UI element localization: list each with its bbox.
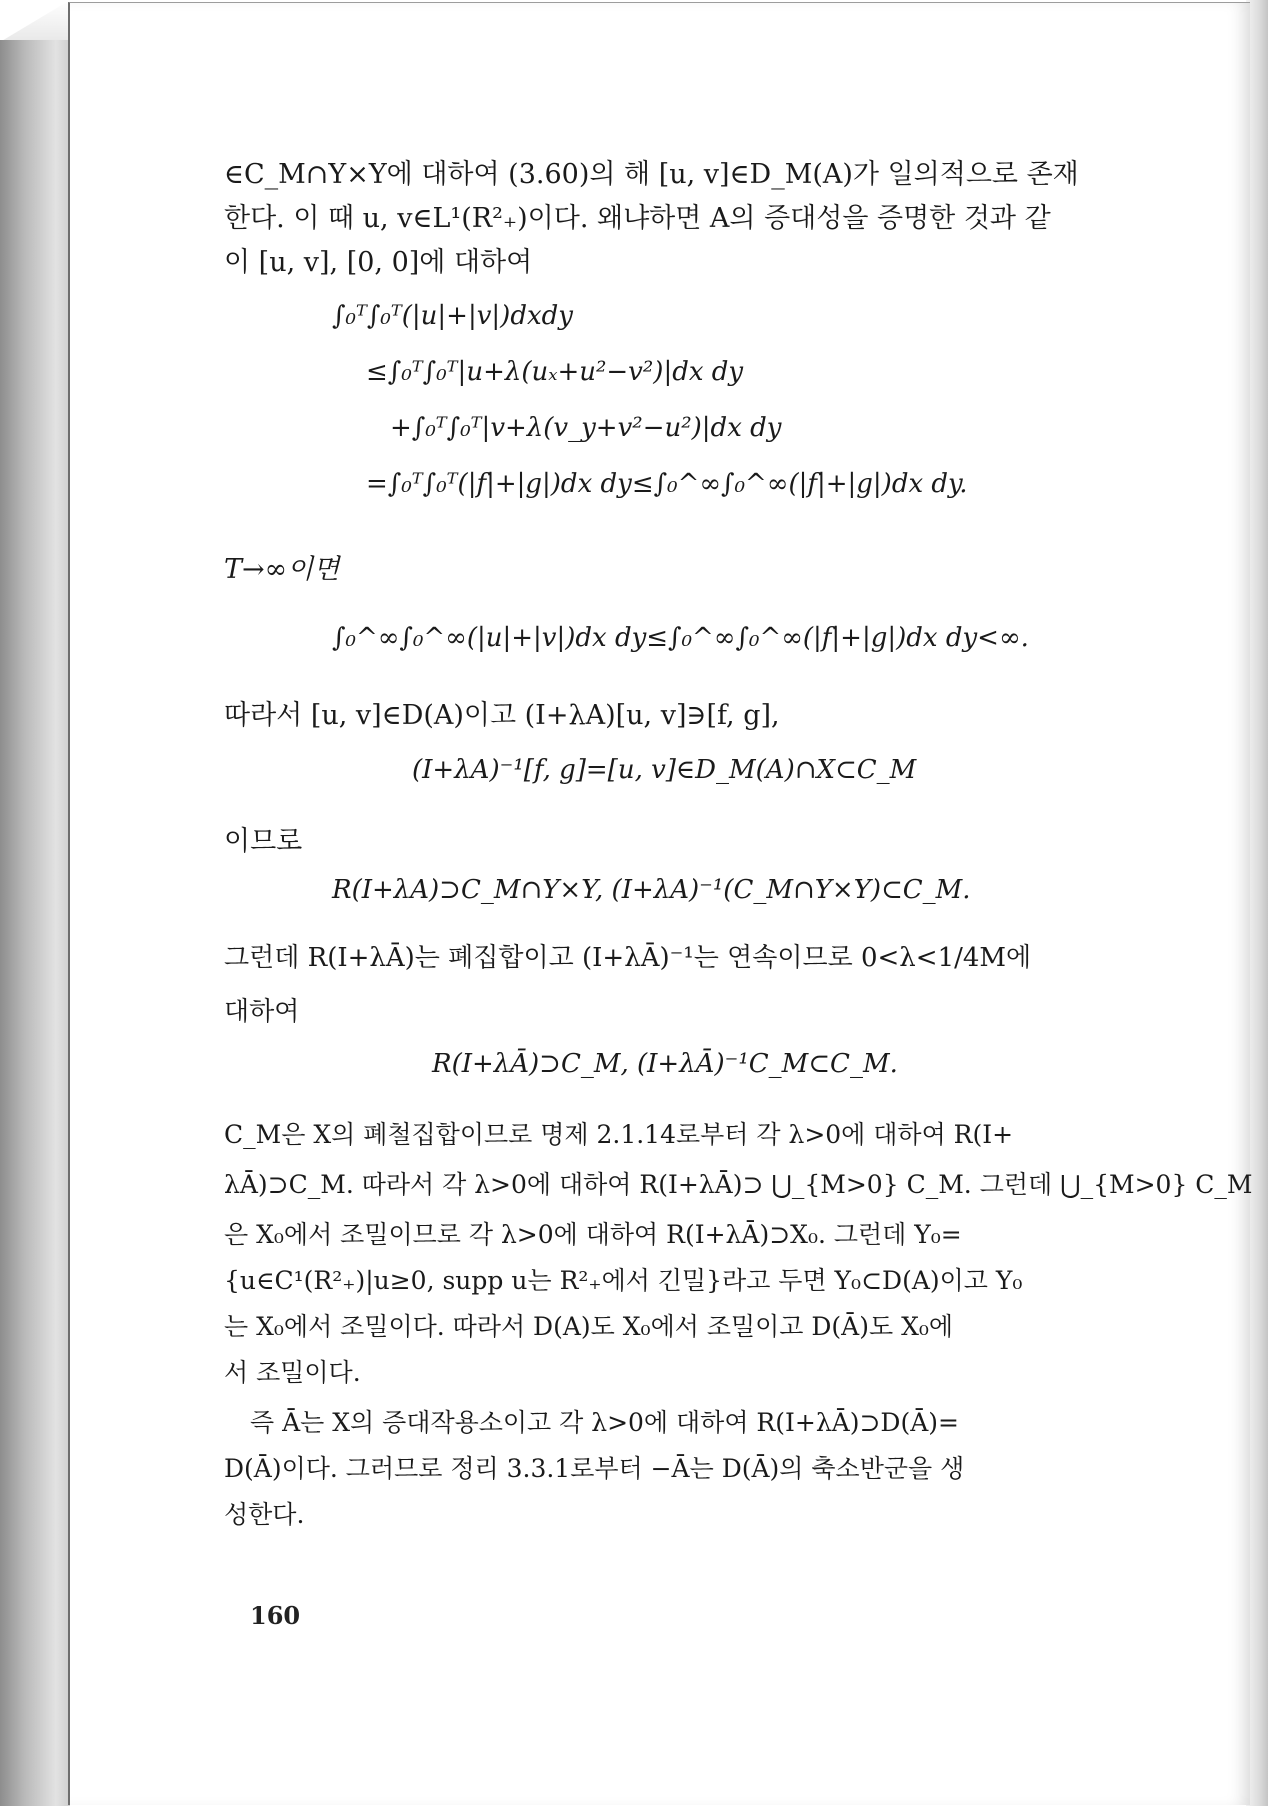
page-number: 160: [250, 1601, 301, 1630]
paragraph-3-line-6: 서 조밀이다.: [224, 1358, 361, 1387]
text-line-3: 이 [u, v], [0, 0]에 대하여: [224, 247, 533, 278]
paragraph-3-line-5: 는 X₀에서 조밀이다. 따라서 D(A)도 X₀에서 조밀이고 D(Ā)도 X₀에: [224, 1312, 954, 1341]
paragraph-2-line-2: 대하여: [224, 997, 300, 1027]
paragraph-2-line-1: 그런데 R(I+λĀ)는 폐집합이고 (I+λĀ)⁻¹는 연속이므로 0<λ<1/4M에: [224, 943, 1032, 973]
equation-4: R(I+λA)⊃C_M∩Y×Y, (I+λA)⁻¹(C_M∩Y×Y)⊂C_M.: [332, 875, 971, 905]
text-line-1: ∈C_M∩Y×Y에 대하여 (3.60)의 해 [u, v]∈D_M(A)가 일의적으로 존재: [224, 159, 1079, 190]
paragraph-3-line-3: 은 X₀에서 조밀이므로 각 λ>0에 대하여 R(I+λĀ)⊃X₀. 그런데 Y₀=: [224, 1220, 962, 1249]
paragraph-3-line-1: C_M은 X의 폐철집합이므로 명제 2.1.14로부터 각 λ>0에 대하여 R(I+: [224, 1120, 1014, 1149]
paragraph-4-line-1: 즉 Ā는 X의 증대작용소이고 각 λ>0에 대하여 R(I+λĀ)⊃D(Ā)=: [250, 1408, 959, 1437]
paragraph-3-line-2: λĀ)⊃C_M. 따라서 각 λ>0에 대하여 R(I+λĀ)⊃ ⋃_{M>0} C_M. 그런데 ⋃_{M>0} C_M: [224, 1170, 1253, 1199]
text-therefore: 따라서 [u, v]∈D(A)이고 (I+λA)[u, v]∋[f, g],: [224, 700, 780, 731]
text-line-2: 한다. 이 때 u, v∈L¹(R²₊)이다. 왜냐하면 A의 증대성을 증명한 것과 같: [224, 203, 1051, 234]
equation-1-line-4: =∫₀ᵀ∫₀ᵀ(|f|+|g|)dx dy≤∫₀^∞∫₀^∞(|f|+|g|)dx dy.: [366, 469, 968, 499]
book-page: [68, 2, 1253, 1805]
equation-1-line-1: ∫₀ᵀ∫₀ᵀ(|u|+|v|)dxdy: [332, 301, 573, 331]
book-spine-top: [0, 0, 70, 42]
paragraph-4-line-3: 성한다.: [224, 1500, 305, 1529]
equation-2: ∫₀^∞∫₀^∞(|u|+|v|)dx dy≤∫₀^∞∫₀^∞(|f|+|g|)dx dy<∞.: [332, 623, 1029, 653]
book-spine: [0, 40, 70, 1806]
paragraph-3-line-4: {u∈C¹(R²₊)|u≥0, supp u는 R²₊에서 긴밀}라고 두면 Y₀⊂D(A)이고 Y₀: [224, 1266, 1023, 1295]
paragraph-4-line-2: D(Ā)이다. 그러므로 정리 3.3.1로부터 −Ā는 D(Ā)의 축소반군을 생: [224, 1454, 965, 1483]
equation-3: (I+λA)⁻¹[f, g]=[u, v]∈D_M(A)∩X⊂C_M: [412, 755, 917, 785]
limit-text: T→∞이면: [224, 554, 340, 585]
equation-5: R(I+λĀ)⊃C_M, (I+λĀ)⁻¹C_M⊂C_M.: [432, 1049, 898, 1079]
text-hence: 이므로: [224, 826, 303, 857]
equation-1-line-3: +∫₀ᵀ∫₀ᵀ|v+λ(v_y+v²−u²)|dx dy: [390, 413, 782, 443]
equation-1-line-2: ≤∫₀ᵀ∫₀ᵀ|u+λ(uₓ+u²−v²)|dx dy: [366, 357, 744, 387]
